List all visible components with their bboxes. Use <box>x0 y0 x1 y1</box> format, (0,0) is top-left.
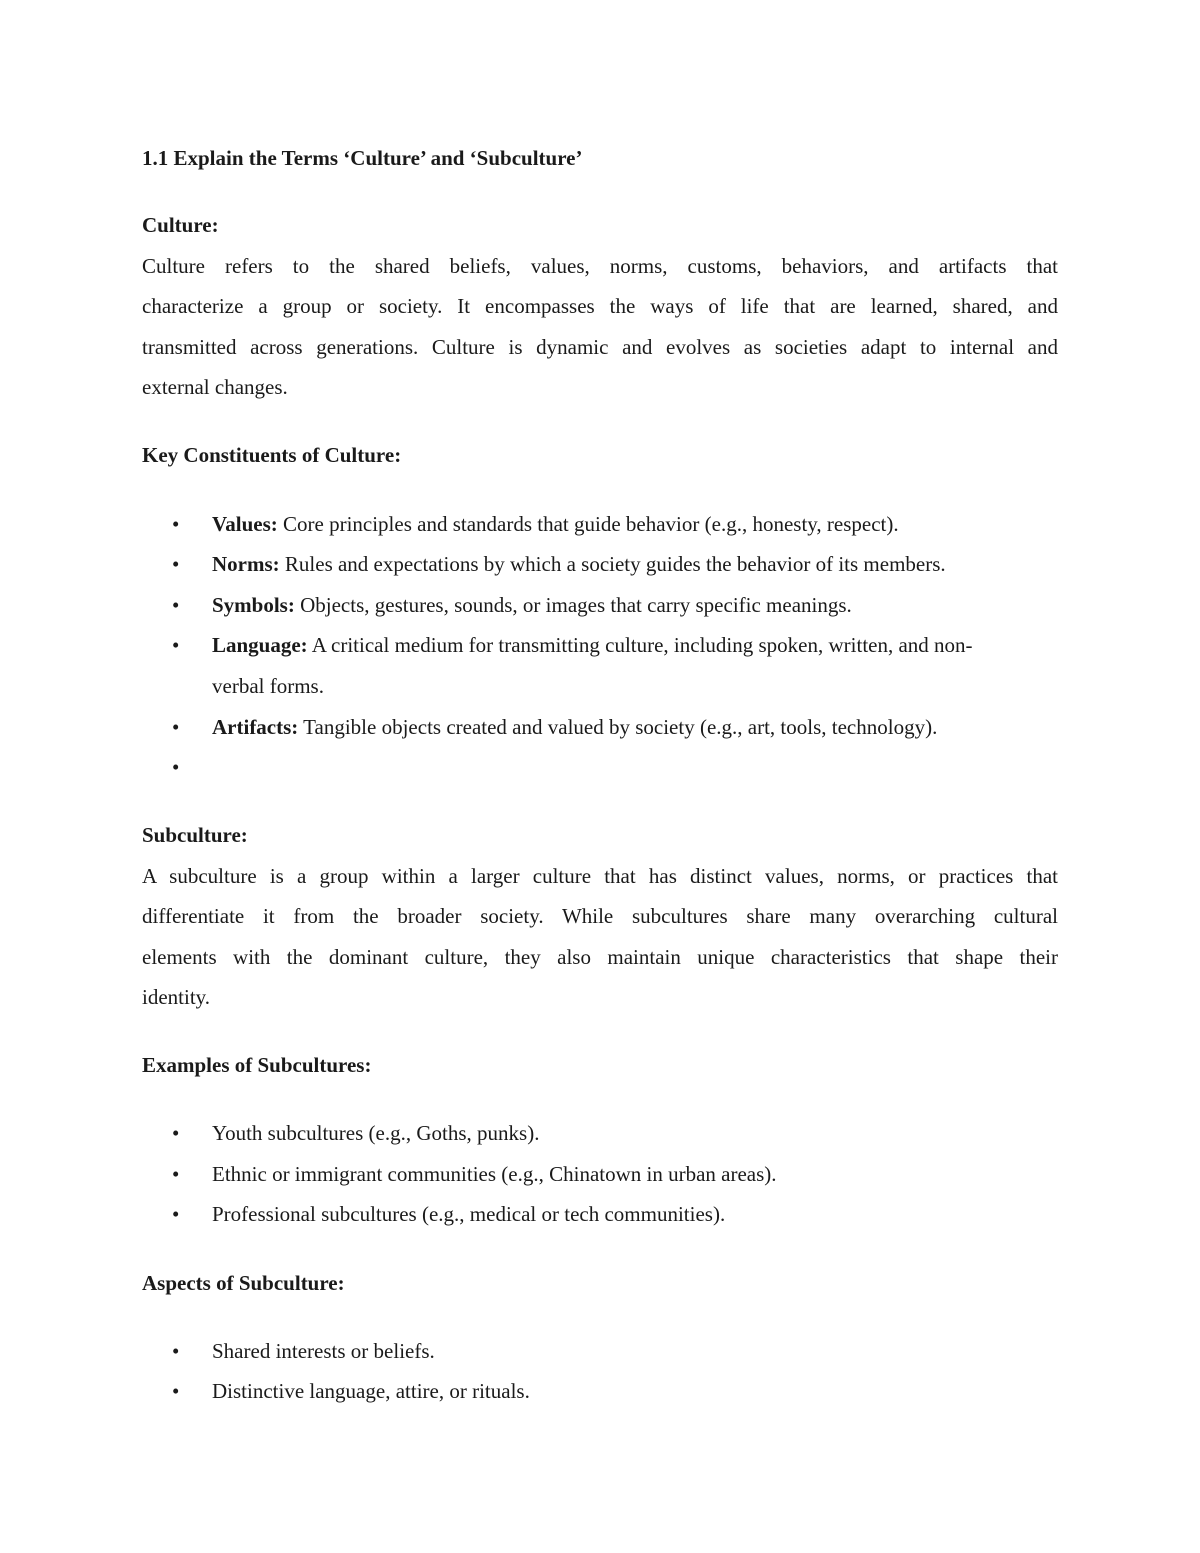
bullet-icon: • <box>172 1379 180 1403</box>
bullet-icon: • <box>172 715 180 739</box>
bullet-icon: • <box>172 633 180 657</box>
subculture-paragraph-line: differentiate it from the broader society. While subcultures share many overarching cultural <box>142 904 1058 928</box>
subculture-paragraph-line: identity. <box>142 985 211 1009</box>
aspects-heading: Aspects of Subculture: <box>142 1271 345 1295</box>
bullet-icon: • <box>172 512 180 536</box>
subculture-heading: Subculture: <box>142 823 248 847</box>
term-description: Objects, gestures, sounds, or images that carry specific meanings. <box>294 593 852 617</box>
examples-heading: Examples of Subcultures: <box>142 1053 372 1077</box>
term-description: Rules and expectations by which a society guides the behavior of its members. <box>279 552 946 576</box>
culture-paragraph-line: transmitted across generations. Culture is dynamic and evolves as societies adapt to internal and <box>142 335 1058 359</box>
culture-paragraph-line: external changes. <box>142 375 288 399</box>
list-item-text: Youth subcultures (e.g., Goths, punks). <box>212 1121 540 1145</box>
term-label: Symbols: <box>212 593 295 617</box>
list-item-text: Shared interests or beliefs. <box>212 1339 435 1363</box>
culture-paragraph-line: Culture refers to the shared beliefs, values, norms, customs, behaviors, and artifacts that <box>142 254 1058 278</box>
list-item-text: Ethnic or immigrant communities (e.g., Chinatown in urban areas). <box>212 1162 777 1186</box>
term-label: Norms: <box>212 552 280 576</box>
bullet-icon: • <box>172 1121 180 1145</box>
list-item-text: Professional subcultures (e.g., medical or tech communities). <box>212 1202 726 1226</box>
bullet-icon: • <box>172 1162 180 1186</box>
term-label: Artifacts: <box>212 715 299 739</box>
bullet-icon: • <box>172 593 180 617</box>
bullet-icon: • <box>172 1202 180 1226</box>
bullet-icon: • <box>172 755 180 779</box>
term-description: Core principles and standards that guide behavior (e.g., honesty, respect). <box>277 512 899 536</box>
term-label: Language: <box>212 633 308 657</box>
bullet-icon: • <box>172 1339 180 1363</box>
culture-paragraph-line: characterize a group or society. It encompasses the ways of life that are learned, shared, and <box>142 294 1058 318</box>
culture-heading: Culture: <box>142 213 219 237</box>
term-description-continuation: verbal forms. <box>212 674 324 698</box>
term-label: Values: <box>212 512 278 536</box>
key-constituents-heading: Key Constituents of Culture: <box>142 443 402 467</box>
term-description: Tangible objects created and valued by society (e.g., art, tools, technology). <box>298 715 938 739</box>
document-title: 1.1 Explain the Terms ‘Culture’ and ‘Subculture’ <box>142 146 583 170</box>
term-description: A critical medium for transmitting culture, including spoken, written, and non- <box>307 633 973 657</box>
subculture-paragraph-line: A subculture is a group within a larger culture that has distinct values, norms, or practices that <box>142 864 1058 888</box>
bullet-icon: • <box>172 552 180 576</box>
list-item-text: Distinctive language, attire, or rituals. <box>212 1379 530 1403</box>
subculture-paragraph-line: elements with the dominant culture, they also maintain unique characteristics that shape their <box>142 945 1058 969</box>
